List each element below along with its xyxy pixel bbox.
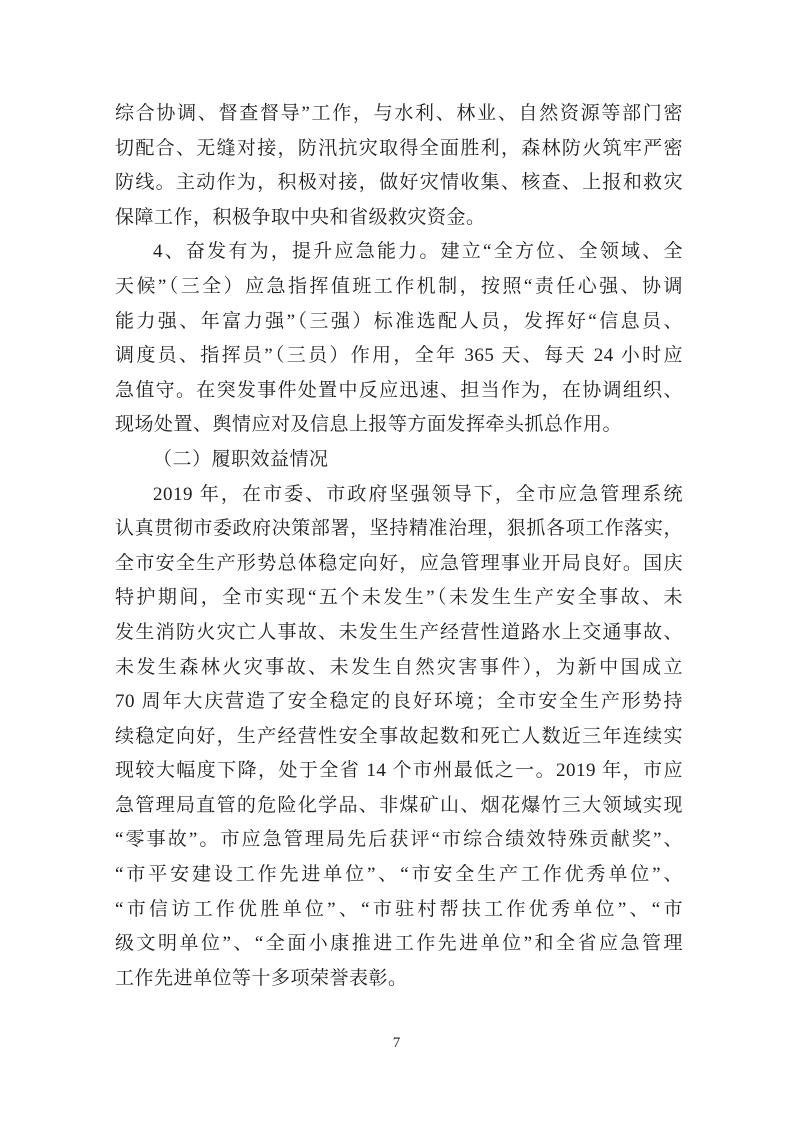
page-number: 7 [392,1035,401,1051]
document-body [115,97,683,996]
text-line: 综合协调、督查督导”工作，与水利、林业、自然资源等部门密 [115,103,683,124]
text-line: “市平安建设工作先进单位”、“市安全生产工作优秀单位”、 [115,864,683,886]
text-line: 防线。主动作为，积极对接，做好灾情收集、核查、上报和救灾 [115,172,683,194]
text-line: 保障工作，积极争取中央和省级救灾资金。 [115,206,486,228]
text-line: 调度员、指挥员”（三员）作用，全年 365 天、每天 24 小时应 [115,345,683,367]
text-line: 切配合、无缝对接，防汛抗灾取得全面胜利，森林防火筑牢严密 [115,137,683,159]
text-line: 现场处置、舆情应对及信息上报等方面发挥牵头抓总作用。 [115,414,623,436]
section-heading-line: （二）履职效益情况 [153,448,329,470]
text-line: 工作先进单位等十多项荣誉表彰。 [115,967,408,989]
text-line: 未发生森林火灾事故、未发生自然灾害事件），为新中国成立 [115,656,683,678]
text-line: 发生消防火灾亡人事故、未发生生产经营性道路水上交通事故、 [115,621,683,643]
text-line: 急值守。在突发事件处置中反应迅速、担当作为，在协调组织、 [115,379,683,401]
text-line: 续稳定向好，生产经营性安全事故起数和死亡人数近三年连续实 [115,725,683,747]
page-footer [0,1034,793,1052]
text-line: 认真贯彻市委政府决策部署，坚持精准治理，狠抓各项工作落实， [115,518,683,540]
text-line: 现较大幅度下降，处于全省 14 个市州最低之一。2019 年，市应 [115,760,683,782]
text-line: 4、奋发有为，提升应急能力。建立“全方位、全领域、全 [153,241,683,263]
text-line: 全市安全生产形势总体稳定向好，应急管理事业开局良好。国庆 [115,552,683,574]
text-line: 天候”（三全）应急指挥值班工作机制，按照“责任心强、协调 [115,275,683,297]
text-line: 特护期间，全市实现“五个未发生”（未发生生产安全事故、未 [115,587,683,609]
text-line: 70 周年大庆营造了安全稳定的良好环境；全市安全生产形势持 [115,691,683,713]
text-line: 级文明单位”、“全面小康推进工作先进单位”和全省应急管理 [115,933,683,955]
text-line: 急管理局直管的危险化学品、非煤矿山、烟花爆竹三大领域实现 [115,794,683,816]
text-line: “零事故”。市应急管理局先后获评“市综合绩效特殊贡献奖”、 [115,829,683,851]
text-line: 2019 年，在市委、市政府坚强领导下，全市应急管理系统 [153,483,683,505]
text-line: “市信访工作优胜单位”、“市驻村帮扶工作优秀单位”、“市 [115,898,683,920]
text-line: 能力强、年富力强”（三强）标准选配人员，发挥好“信息员、 [115,310,683,332]
